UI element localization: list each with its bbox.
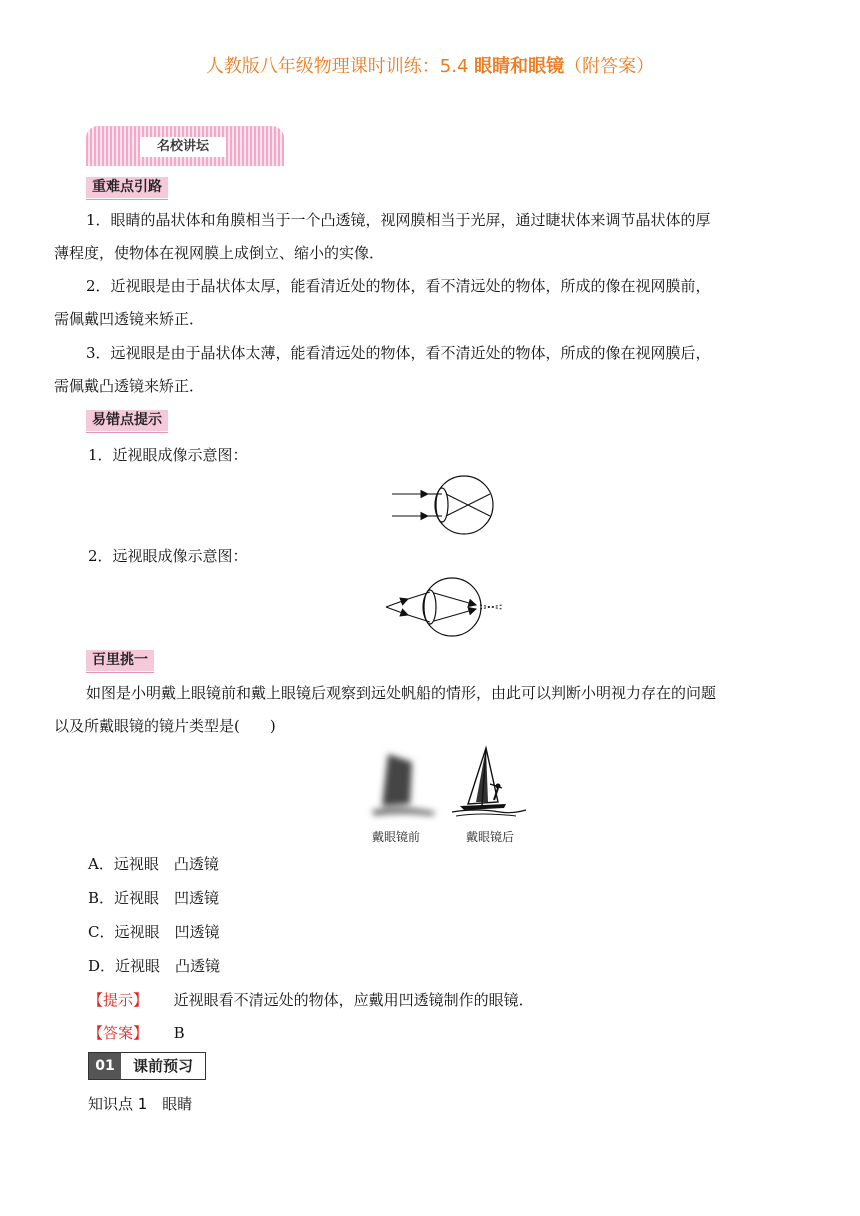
hint-label: 【提示】 — [88, 991, 149, 1009]
answer-text: B — [173, 1024, 185, 1042]
tag-error-tips: 易错点提示 — [86, 410, 168, 431]
myopia-diagram — [380, 472, 510, 538]
diagram-2-label: 2．远视眼成像示意图： — [88, 547, 248, 565]
clear-sailboat-image — [446, 742, 530, 824]
option-b: B．近视眼 凹透镜 — [88, 889, 220, 907]
tag-key-points: 重难点引路 — [86, 177, 168, 198]
hint-line — [88, 989, 534, 1010]
answer-line — [88, 1022, 185, 1043]
option-d: D．近视眼 凸透镜 — [88, 957, 221, 975]
banner — [86, 126, 284, 166]
page-title: 人教版八年级物理课时训练：5.4 眼睛和眼镜（附答案） — [205, 56, 655, 77]
hint-text: 近视眼看不清远处的物体，应戴用凹透镜制作的眼镜． — [173, 991, 534, 1009]
hyperopia-diagram — [380, 576, 510, 642]
section-header — [88, 1052, 206, 1080]
caption-before: 戴眼镜前 — [372, 830, 421, 844]
key-point-3: 3．远视眼是由于晶状体太薄，能看清远处的物体，看不清近处的物体，所成的像在视网膜后， 需佩戴凸透镜来矫正． — [54, 344, 711, 395]
key-point-2: 2．近视眼是由于晶状体太厚，能看清近处的物体，看不清远处的物体，所成的像在视网膜前， 需佩戴凹透镜来矫正． — [54, 277, 711, 328]
answer-label: 【答案】 — [88, 1024, 149, 1042]
key-point-1: 1．眼睛的晶状体和角膜相当于一个凸透镜，视网膜相当于光屏，通过睫状体来调节晶状体的厚 薄程度，使物体在视网膜上成倒立、缩小的实像． — [54, 211, 711, 262]
tag-practice: 百里挑一 — [86, 650, 154, 671]
option-c: C．远视眼 凹透镜 — [88, 923, 220, 941]
diagram-1-label: 1．近视眼成像示意图： — [88, 446, 248, 464]
blurred-sailboat-image — [362, 742, 444, 824]
option-a: A．远视眼 凸透镜 — [88, 855, 219, 873]
caption-after: 戴眼镜后 — [466, 830, 515, 844]
question-text: 如图是小明戴上眼镜前和戴上眼镜后观察到远处帆船的情形，由此可以判断小明视力存在的问题 以及所戴眼镜的镜片类型是( ) — [54, 684, 717, 735]
banner-label: 名校讲坛 — [140, 137, 226, 157]
section-name: 课前预习 — [132, 1057, 193, 1075]
section-number: 01 — [89, 1053, 121, 1079]
knowledge-point: 知识点 1 眼睛 — [88, 1095, 193, 1113]
